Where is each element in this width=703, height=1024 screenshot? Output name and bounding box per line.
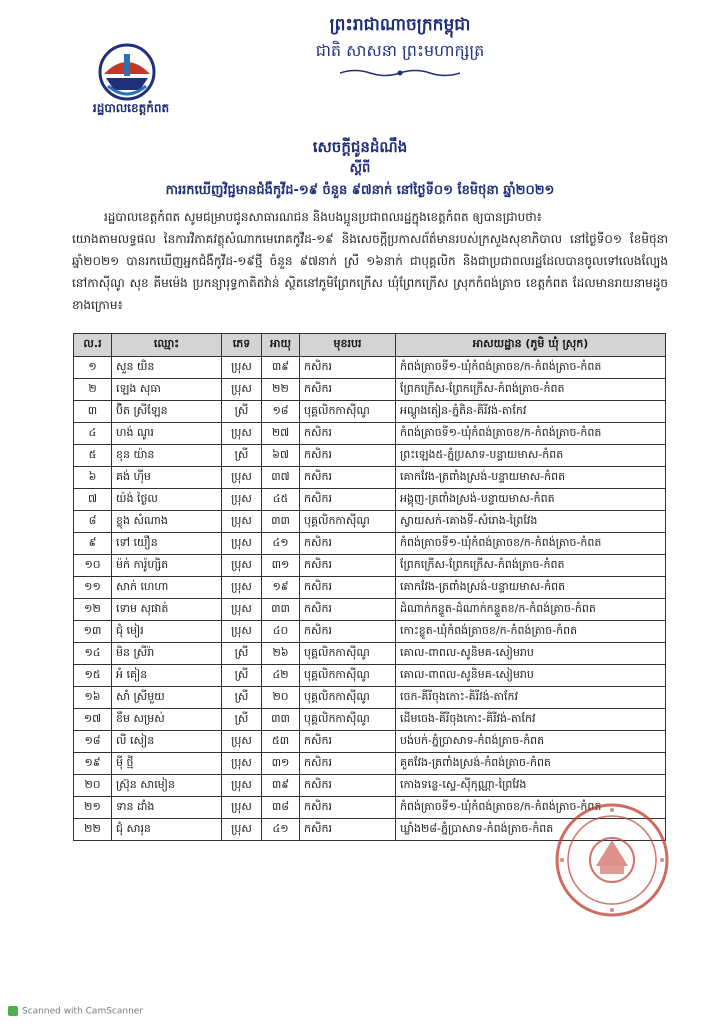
camscanner-logo-icon <box>8 1006 18 1016</box>
cell-sex: ស្រី <box>222 665 262 687</box>
table-row <box>74 511 666 533</box>
cell-name: ហង់ ណូរ <box>112 423 222 445</box>
table-row <box>74 643 666 665</box>
cell-address: កំពង់ត្រាចទី១-ឃុំកំពង់ត្រាចខ/ក-កំពង់ត្រាច-កំពត <box>396 357 666 379</box>
cell-address: កំពង់ត្រាចទី១-ឃុំកំពង់ត្រាចខ/ក-កំពង់ត្រាច-កំពត <box>396 533 666 555</box>
cell-number: ១ <box>74 357 112 379</box>
cell-age: ៣៣ <box>262 709 300 731</box>
cell-age: ២៧ <box>262 423 300 445</box>
cell-occupation: កសិករ <box>300 577 396 599</box>
cell-occupation: កសិករ <box>300 731 396 753</box>
header-occupation: មុខរបរ <box>300 334 396 357</box>
cell-occupation: បុគ្គលិកកាស៊ីណូ <box>300 511 396 533</box>
cell-sex: ប្រុស <box>222 599 262 621</box>
cell-occupation: បុគ្គលិកកាស៊ីណូ <box>300 401 396 423</box>
cell-occupation: បុគ្គលិកកាស៊ីណូ <box>300 687 396 709</box>
cell-number: ១០ <box>74 555 112 577</box>
cell-number: ១៤ <box>74 643 112 665</box>
cell-number: ៨ <box>74 511 112 533</box>
patient-table <box>73 333 665 841</box>
cell-address: ស្វាយសក់-គោងទី-សំរោង-ព្រៃវែង <box>396 511 666 533</box>
cell-address: កំពង់ត្រាចទី១-ឃុំកំពង់ត្រាចខ/ក-កំពង់ត្រាច-កំពត <box>396 797 666 819</box>
cell-address: ឃ្លាំង២៨-ភ្នំប្រាសាទ-កំពង់ត្រាច-កំពត <box>396 819 666 841</box>
cell-occupation: កសិករ <box>300 555 396 577</box>
cell-age: ៣១ <box>262 753 300 775</box>
cell-sex: ប្រុស <box>222 423 262 445</box>
cell-sex: ប្រុស <box>222 577 262 599</box>
table-row <box>74 533 666 555</box>
cell-name: យ៉ង់ ថៃ្ងល <box>112 489 222 511</box>
cell-age: ៥៣ <box>262 731 300 753</box>
cell-number: ១៦ <box>74 687 112 709</box>
cell-occupation: បុគ្គលិកកាស៊ីណូ <box>300 643 396 665</box>
cell-age: ៣៨ <box>262 797 300 819</box>
cell-name: មិន ស្រីរ៉ា <box>112 643 222 665</box>
document-title: សេចក្តីជូនដំណឹង <box>312 138 408 156</box>
cell-address: គោកវែង-ត្រពាំងស្រង់-បន្ទាយមាស-កំពត <box>396 467 666 489</box>
cell-occupation: កសិករ <box>300 797 396 819</box>
cell-occupation: កសិករ <box>300 489 396 511</box>
cell-age: ២២ <box>262 379 300 401</box>
cell-address: ព្រះឡេង៥-ភ្នំប្រសាទ-បន្ទាយមាស-កំពត <box>396 445 666 467</box>
cell-address: កោងទន្លេ-ស្ទេ-ស៊ីកុណ្ណា-ព្រៃវែង <box>396 775 666 797</box>
cell-number: ១២ <box>74 599 112 621</box>
cell-name: សាំ ស្រីមួយ <box>112 687 222 709</box>
table-row <box>74 489 666 511</box>
cell-name: ខ្លុង សំណាង <box>112 511 222 533</box>
cell-number: ៤ <box>74 423 112 445</box>
table-header-row <box>74 334 666 357</box>
cell-number: ១៨ <box>74 731 112 753</box>
cell-number: ១៣ <box>74 621 112 643</box>
document-body <box>72 206 668 316</box>
table-row <box>74 775 666 797</box>
official-seal-stamp <box>552 800 672 920</box>
body-lead-paragraph: រដ្ឋបាលខេត្តកំពត សូមជម្រាបជូនសាធារណជន និងបងប្អូនប្រជាពលរដ្ឋក្នុងខេត្តកំពត ឲ្យបានជ្រាបថា៖ <box>104 210 542 224</box>
cell-sex: ស្រី <box>222 445 262 467</box>
cell-name: ខឹម សម្រស់ <box>112 709 222 731</box>
table-row <box>74 379 666 401</box>
cell-age: ៤៥ <box>262 489 300 511</box>
cell-age: ៣១ <box>262 555 300 577</box>
cell-sex: ប្រុស <box>222 731 262 753</box>
cell-occupation: កសិករ <box>300 467 396 489</box>
cell-sex: ប្រុស <box>222 819 262 841</box>
cell-address: គោកវែង-ត្រពាំងស្រង់-បន្ទាយមាស-កំពត <box>396 577 666 599</box>
cell-name: ជុំ មៀរ <box>112 621 222 643</box>
cell-address: ព្រែកក្រើស-ព្រែកក្រើស-កំពង់ត្រាច-កំពត <box>396 555 666 577</box>
cell-sex: ស្រី <box>222 643 262 665</box>
cell-sex: ប្រុស <box>222 621 262 643</box>
cell-address: គោល-ពាពល-សូនិមគ-សៀមរាប <box>396 643 666 665</box>
cell-sex: ប្រុស <box>222 555 262 577</box>
cell-sex: ប្រុស <box>222 753 262 775</box>
cell-number: ៥ <box>74 445 112 467</box>
cell-age: ៤១ <box>262 819 300 841</box>
table-row <box>74 687 666 709</box>
cell-name: ទោម សុផាត់ <box>112 599 222 621</box>
cell-address: កោះខ្លូត-ឃុំកំពង់ត្រាចខ/ក-កំពង់ត្រាច-កំពត <box>396 621 666 643</box>
cell-age: ៣៩ <box>262 357 300 379</box>
table-row <box>74 753 666 775</box>
scanner-text: Scanned with CamScanner <box>22 1006 144 1017</box>
cell-number: ២០ <box>74 775 112 797</box>
cell-name: អំ គៀន <box>112 665 222 687</box>
cell-sex: ប្រុស <box>222 467 262 489</box>
cell-name: សាក់ ហេហា <box>112 577 222 599</box>
cell-occupation: កសិករ <box>300 621 396 643</box>
table-row <box>74 577 666 599</box>
cell-sex: ស្រី <box>222 401 262 423</box>
cell-age: ៣៧ <box>262 467 300 489</box>
table-row <box>74 709 666 731</box>
cell-address: កំពង់ត្រាចទី១-ឃុំកំពង់ត្រាចខ/ក-កំពង់ត្រាច-កំពត <box>396 423 666 445</box>
cell-address: គោល-ពាពល-សូនិមគ-សៀមរាប <box>396 665 666 687</box>
organization-name: រដ្ឋបាលខេត្តកំពត <box>92 101 170 115</box>
cell-age: ១៨ <box>262 401 300 423</box>
ornament-divider-icon <box>340 68 460 78</box>
cell-age: ២៦ <box>262 643 300 665</box>
header-number: ល.រ <box>74 334 112 357</box>
table-row <box>74 357 666 379</box>
cell-sex: ប្រុស <box>222 379 262 401</box>
cell-address: បង់បក់-ភ្នំប្រាសាទ-កំពង់ត្រាច-កំពត <box>396 731 666 753</box>
table-row <box>74 731 666 753</box>
cell-occupation: កសិករ <box>300 423 396 445</box>
cell-sex: ប្រុស <box>222 357 262 379</box>
cell-name: ម៉ក់ ការ៉ូហ្សិត <box>112 555 222 577</box>
cell-occupation: កសិករ <box>300 753 396 775</box>
cell-age: ៣៣ <box>262 599 300 621</box>
header-age: អាយុ <box>262 334 300 357</box>
cell-number: ២២ <box>74 819 112 841</box>
body-paragraph: យោងតាមលទ្ធផល នៃការវិភាគវត្ថុសំណាកមេរោគកូវីដ-១៩ និងសេចក្តីប្រកាសព័ត៌មានរបស់ក្រសួងសុខាភិបាល នៅថ្ងៃទី០១ ខែមិថុនា ឆ្នាំ២០២១ បានរកឃើញអ្នកជំងឺកូវីដ-១៩ថ្មី ចំនួន ៩៧នាក់ ស្រី ១៦នាក់ ជាបុគ្គលិក និងជាប្រជាពលរដ្ឋដែលបានចូលទៅលេងល្បែងនៅកាស៊ីណូ សុខ គីមម៉េង ប្រកន្យារុទ្ធកាតិតវ៉ាន់ ស្ថិតនៅភូមិព្រែកក្រើស ឃុំព្រែកក្រើស ស្រុកកំពង់ត្រាច ខេត្តកំពត ដែលមានរាយនាមដូចខាងក្រោម៖ <box>72 232 668 312</box>
cell-sex: ស្រី <box>222 687 262 709</box>
cell-number: ៦ <box>74 467 112 489</box>
cell-name: សួន យិន <box>112 357 222 379</box>
cell-number: ៧ <box>74 489 112 511</box>
cell-name: ទាន ដាំង <box>112 797 222 819</box>
header-name: ឈ្មោះ <box>112 334 222 357</box>
cell-name: លី សៀន <box>112 731 222 753</box>
cell-occupation: កសិករ <box>300 357 396 379</box>
cell-age: ៦៧ <box>262 445 300 467</box>
cell-sex: ប្រុស <box>222 511 262 533</box>
table-row <box>74 555 666 577</box>
cell-sex: ប្រុស <box>222 797 262 819</box>
cell-number: ១១ <box>74 577 112 599</box>
cell-name: គង់ ហ៊ីម <box>112 467 222 489</box>
cell-age: ៤១ <box>262 533 300 555</box>
cell-number: ១៧ <box>74 709 112 731</box>
cell-number: ២ <box>74 379 112 401</box>
header-address: អាសយដ្ឋាន (ភូមិ ឃុំ ស្រុក) <box>396 334 666 357</box>
cell-name: ប៊ិត ស្រីឡែន <box>112 401 222 423</box>
table-row <box>74 599 666 621</box>
table-row <box>74 467 666 489</box>
cell-sex: ប្រុស <box>222 489 262 511</box>
cell-age: ២០ <box>262 687 300 709</box>
table-row <box>74 665 666 687</box>
cell-occupation: កសិករ <box>300 599 396 621</box>
cell-number: ១៩ <box>74 753 112 775</box>
table-row <box>74 621 666 643</box>
table-row <box>74 401 666 423</box>
cell-address: អង្គុញ-ត្រពាំងស្រង់-បន្ទាយមាស-កំពត <box>396 489 666 511</box>
cell-address: ដើមចេង-គីរីចុងកោះ-គិរីវង់-តាកែវ <box>396 709 666 731</box>
cell-occupation: កសិករ <box>300 819 396 841</box>
cell-sex: ប្រុស <box>222 533 262 555</box>
table-row <box>74 445 666 467</box>
table-body <box>74 357 666 841</box>
header-sex: ភេទ <box>222 334 262 357</box>
cell-sex: ប្រុស <box>222 775 262 797</box>
cell-occupation: កសិករ <box>300 775 396 797</box>
cell-address: ចេក-គីរីចុងកោះ-គិរីវង់-តាកែវ <box>396 687 666 709</box>
cell-address: គួតវែង-ត្រពាំងស្រង់-កំពង់ត្រាច-កំពត <box>396 753 666 775</box>
cell-number: ៩ <box>74 533 112 555</box>
cell-name: ខុន យ៉ាន <box>112 445 222 467</box>
cell-occupation: បុគ្គលិកកាស៊ីណូ <box>300 709 396 731</box>
cell-age: ៣៣ <box>262 511 300 533</box>
cell-age: ៤២ <box>262 665 300 687</box>
cell-occupation: កសិករ <box>300 445 396 467</box>
provincial-emblem-icon <box>82 42 172 132</box>
cell-number: ២១ <box>74 797 112 819</box>
cell-name: ឡេង សុធា <box>112 379 222 401</box>
cell-name: ទៅ យឿន <box>112 533 222 555</box>
scanner-watermark <box>8 1006 143 1017</box>
table-row <box>74 423 666 445</box>
cell-number: ១៥ <box>74 665 112 687</box>
document-subject: ការរកឃើញវិជ្ជមានជំងឺកូវីដ-១៩ ចំនួន ៩៧នាក់ នៅថ្ងៃទី០១ ខែមិថុនា ឆ្នាំ២០២១ <box>165 183 555 198</box>
cell-occupation: កសិករ <box>300 533 396 555</box>
cell-number: ៣ <box>74 401 112 423</box>
cell-occupation: កសិករ <box>300 379 396 401</box>
cell-address: ព្រែកក្រើស-ព្រែកក្រើស-កំពង់ត្រាច-កំពត <box>396 379 666 401</box>
national-motto: ជាតិ សាសនា ព្រះមហាក្សត្រ <box>315 41 485 60</box>
cell-name: ម៉ី ថ្មី <box>112 753 222 775</box>
cell-occupation: បុគ្គលិកកាស៊ីណូ <box>300 665 396 687</box>
cell-address: អណ្តូងតៀន-ភ្នំតិន-គិរីវង់-តាកែវ <box>396 401 666 423</box>
cell-age: ៣៩ <box>262 775 300 797</box>
cell-address: ដំណាក់កន្ទួត-ដំណាក់កន្ទួតខ/ក-កំពង់ត្រាច-កំពត <box>396 599 666 621</box>
document-about-label: ស្តីពី <box>349 161 371 176</box>
cell-name: ស្រ៊ុន សាមៀន <box>112 775 222 797</box>
cell-sex: ស្រី <box>222 709 262 731</box>
cell-age: ១៩ <box>262 577 300 599</box>
cell-age: ៤០ <box>262 621 300 643</box>
cell-name: ជុំ សារុន <box>112 819 222 841</box>
kingdom-heading: ព្រះរាជាណាចក្រកម្ពុជា <box>329 15 471 35</box>
